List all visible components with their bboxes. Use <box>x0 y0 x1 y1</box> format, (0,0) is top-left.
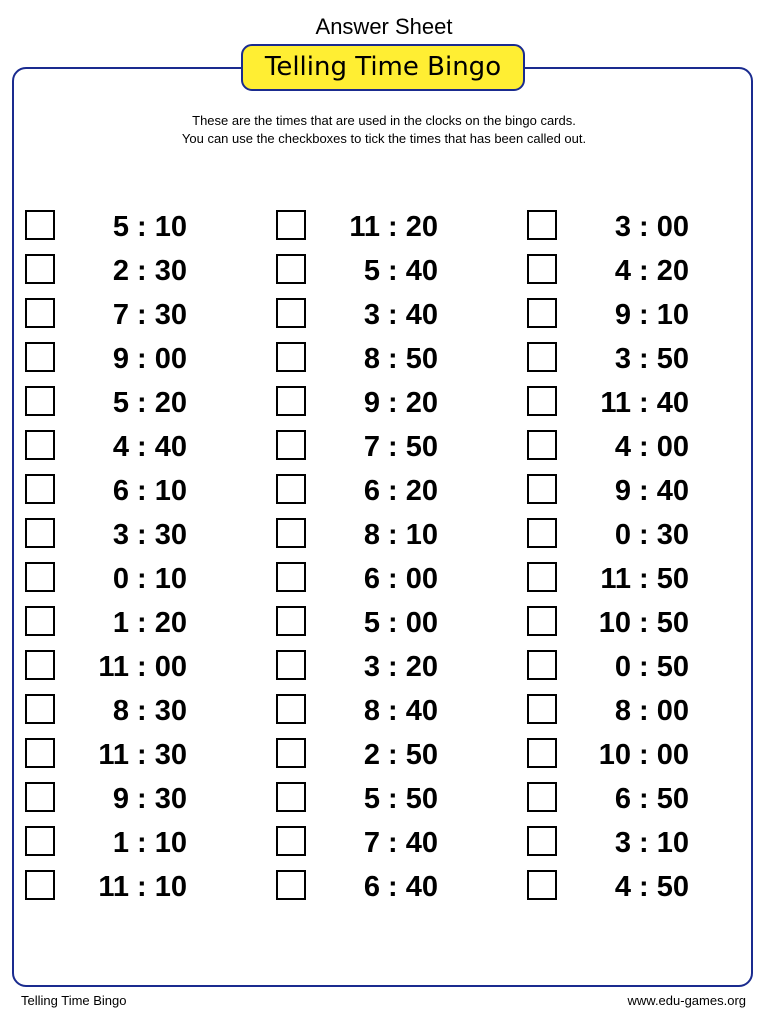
time-checkbox[interactable] <box>527 826 557 856</box>
time-row <box>527 205 727 249</box>
time-row <box>25 777 225 821</box>
time-checkbox[interactable] <box>276 870 306 900</box>
time-checkbox[interactable] <box>25 650 55 680</box>
instruction-line-1: These are the times that are used in the clocks on the bingo cards. <box>192 113 576 128</box>
time-row <box>276 205 476 249</box>
time-checkbox[interactable] <box>527 782 557 812</box>
time-row <box>527 469 727 513</box>
time-label: 5 : 10 <box>112 211 187 243</box>
time-row <box>527 249 727 293</box>
time-label: 0 : 10 <box>112 563 187 595</box>
time-checkbox[interactable] <box>527 606 557 636</box>
time-label: 5 : 50 <box>363 783 438 815</box>
time-label: 0 : 50 <box>614 651 689 683</box>
time-checkbox[interactable] <box>25 782 55 812</box>
time-checkbox[interactable] <box>527 298 557 328</box>
time-checkbox[interactable] <box>527 474 557 504</box>
time-row <box>276 557 476 601</box>
time-checkbox[interactable] <box>276 430 306 460</box>
instructions <box>0 112 768 148</box>
time-label: 11 : 30 <box>98 739 187 771</box>
time-label: 3 : 10 <box>614 827 689 859</box>
time-row <box>25 513 225 557</box>
time-checkbox[interactable] <box>25 430 55 460</box>
time-row <box>276 821 476 865</box>
time-label: 11 : 20 <box>349 211 438 243</box>
time-label: 6 : 40 <box>363 871 438 903</box>
time-row <box>25 821 225 865</box>
time-checkbox[interactable] <box>276 210 306 240</box>
time-checkbox[interactable] <box>276 518 306 548</box>
time-label: 3 : 50 <box>614 343 689 375</box>
time-checkbox[interactable] <box>276 650 306 680</box>
time-row <box>25 865 225 909</box>
title-banner: Telling Time Bingo <box>241 44 525 91</box>
time-checkbox[interactable] <box>527 518 557 548</box>
time-label: 3 : 20 <box>363 651 438 683</box>
time-checkbox[interactable] <box>25 298 55 328</box>
time-row <box>276 777 476 821</box>
time-checkbox[interactable] <box>276 826 306 856</box>
time-label: 5 : 20 <box>112 387 187 419</box>
time-checkbox[interactable] <box>276 606 306 636</box>
time-row <box>527 601 727 645</box>
time-row <box>25 469 225 513</box>
time-row <box>25 425 225 469</box>
time-row <box>25 689 225 733</box>
time-checkbox[interactable] <box>276 298 306 328</box>
time-label: 3 : 30 <box>112 519 187 551</box>
time-row <box>527 557 727 601</box>
time-row <box>527 381 727 425</box>
time-checkbox[interactable] <box>25 210 55 240</box>
time-row <box>25 733 225 777</box>
time-checkbox[interactable] <box>25 694 55 724</box>
time-checkbox[interactable] <box>25 562 55 592</box>
time-label: 9 : 40 <box>614 475 689 507</box>
time-row <box>276 425 476 469</box>
time-checkbox[interactable] <box>276 474 306 504</box>
time-checkbox[interactable] <box>527 210 557 240</box>
time-row <box>25 205 225 249</box>
time-row <box>276 601 476 645</box>
time-label: 9 : 10 <box>614 299 689 331</box>
time-label: 9 : 30 <box>112 783 187 815</box>
time-column-2 <box>276 205 476 909</box>
time-label: 9 : 20 <box>363 387 438 419</box>
time-label: 3 : 00 <box>614 211 689 243</box>
time-label: 1 : 20 <box>112 607 187 639</box>
time-checkbox[interactable] <box>276 342 306 372</box>
time-row <box>25 381 225 425</box>
time-checkbox[interactable] <box>527 342 557 372</box>
time-row <box>276 337 476 381</box>
time-checkbox[interactable] <box>25 738 55 768</box>
time-row <box>527 425 727 469</box>
time-checkbox[interactable] <box>25 474 55 504</box>
time-row <box>527 821 727 865</box>
time-row <box>527 293 727 337</box>
time-label: 8 : 40 <box>363 695 438 727</box>
time-row <box>527 777 727 821</box>
time-label: 6 : 50 <box>614 783 689 815</box>
page-title: Answer Sheet <box>315 14 453 39</box>
time-row <box>527 337 727 381</box>
instruction-line-2: You can use the checkboxes to tick the times that has been called out. <box>181 131 587 146</box>
time-label: 6 : 00 <box>363 563 438 595</box>
time-row <box>527 645 727 689</box>
time-checkbox[interactable] <box>25 386 55 416</box>
time-label: 2 : 50 <box>363 739 438 771</box>
time-checkbox[interactable] <box>25 870 55 900</box>
time-checkbox[interactable] <box>527 254 557 284</box>
time-label: 11 : 50 <box>600 563 689 595</box>
time-checkbox[interactable] <box>527 386 557 416</box>
time-row <box>276 865 476 909</box>
time-label: 4 : 00 <box>614 431 689 463</box>
time-row <box>276 249 476 293</box>
time-row <box>276 469 476 513</box>
time-row <box>527 865 727 909</box>
time-label: 4 : 20 <box>614 255 689 287</box>
time-label: 5 : 40 <box>363 255 438 287</box>
time-label: 2 : 30 <box>112 255 187 287</box>
time-checkbox[interactable] <box>25 342 55 372</box>
time-checkbox[interactable] <box>25 254 55 284</box>
time-label: 11 : 40 <box>600 387 689 419</box>
time-label: 3 : 40 <box>363 299 438 331</box>
time-label: 8 : 50 <box>363 343 438 375</box>
time-label: 8 : 30 <box>112 695 187 727</box>
time-checkbox[interactable] <box>25 606 55 636</box>
time-row <box>527 513 727 557</box>
time-label: 0 : 30 <box>614 519 689 551</box>
time-label: 5 : 00 <box>363 607 438 639</box>
time-label: 11 : 00 <box>98 651 187 683</box>
time-label: 7 : 50 <box>363 431 438 463</box>
time-row <box>276 645 476 689</box>
time-label: 4 : 40 <box>112 431 187 463</box>
time-checkbox[interactable] <box>276 694 306 724</box>
time-row <box>25 293 225 337</box>
time-label: 8 : 00 <box>614 695 689 727</box>
time-checkbox[interactable] <box>527 650 557 680</box>
time-row <box>276 513 476 557</box>
time-label: 7 : 30 <box>112 299 187 331</box>
time-checkbox[interactable] <box>527 738 557 768</box>
time-row <box>276 381 476 425</box>
time-checkbox[interactable] <box>276 254 306 284</box>
time-label: 9 : 00 <box>112 343 187 375</box>
time-row <box>25 337 225 381</box>
time-label: 6 : 20 <box>363 475 438 507</box>
time-checkbox[interactable] <box>527 562 557 592</box>
time-row <box>276 733 476 777</box>
time-label: 7 : 40 <box>363 827 438 859</box>
time-column-1 <box>25 205 225 909</box>
time-checkbox[interactable] <box>276 782 306 812</box>
time-checkbox[interactable] <box>276 386 306 416</box>
time-label: 1 : 10 <box>112 827 187 859</box>
time-label: 10 : 50 <box>598 607 689 639</box>
time-row <box>25 249 225 293</box>
time-label: 6 : 10 <box>112 475 187 507</box>
time-label: 4 : 50 <box>614 871 689 903</box>
footer-title: Telling Time Bingo <box>21 993 127 1008</box>
time-row <box>276 689 476 733</box>
time-row <box>527 733 727 777</box>
time-label: 10 : 00 <box>598 739 689 771</box>
time-checkbox[interactable] <box>25 518 55 548</box>
time-checkbox[interactable] <box>25 826 55 856</box>
time-row <box>25 645 225 689</box>
time-checkbox[interactable] <box>527 430 557 460</box>
time-row <box>527 689 727 733</box>
time-row <box>276 293 476 337</box>
time-checkbox[interactable] <box>276 562 306 592</box>
time-checkbox[interactable] <box>276 738 306 768</box>
time-row <box>25 601 225 645</box>
time-checkbox[interactable] <box>527 694 557 724</box>
time-label: 11 : 10 <box>98 871 187 903</box>
time-label: 8 : 10 <box>363 519 438 551</box>
footer-website: www.edu-games.org <box>627 993 746 1008</box>
time-row <box>25 557 225 601</box>
time-column-3 <box>527 205 727 909</box>
time-checkbox[interactable] <box>527 870 557 900</box>
